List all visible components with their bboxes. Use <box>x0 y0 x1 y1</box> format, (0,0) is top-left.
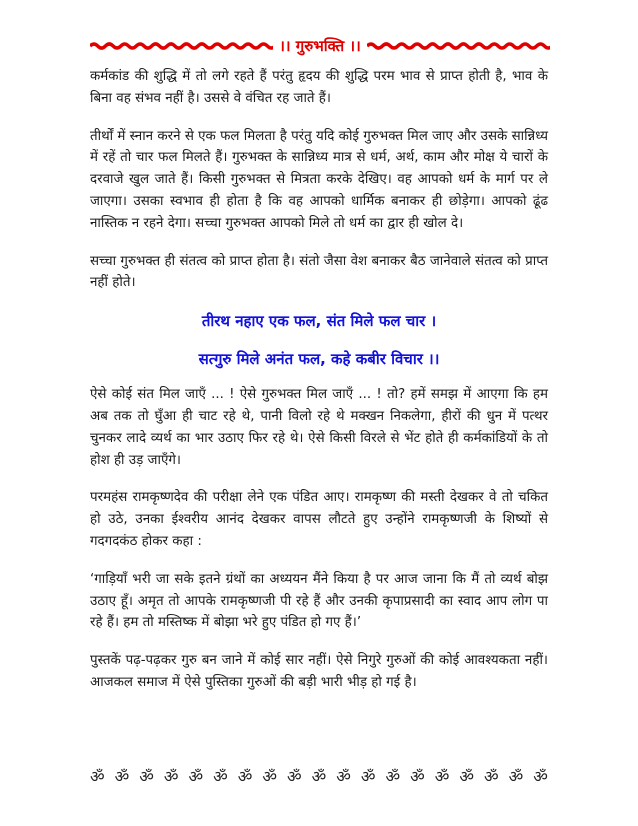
om-symbol: ॐ <box>434 767 450 786</box>
verse-line-1: तीरथ नहाए एक फल, संत मिले फल चार । <box>201 312 437 331</box>
om-symbol: ॐ <box>459 767 474 786</box>
om-symbol: ॐ <box>262 767 277 786</box>
om-symbol: ॐ <box>90 767 105 786</box>
paragraph: पुस्तकें पढ़-पढ़कर गुरु बन जाने में कोई सार नहीं। ऐसे निगुरे गुरुओं की कोई आवश्यकता नहीं। आजकल समाज में ऐसे पुस्तिका गुरुओं की बड़ी भारी भीड़ हो गई है। <box>90 653 548 690</box>
verse-line-2: सत्गुरु मिले अनंत फल, कहे कबीर विचार ।। <box>198 350 440 369</box>
om-symbol: ॐ <box>311 767 327 786</box>
body-content <box>90 66 548 710</box>
om-symbol: ॐ <box>213 767 228 786</box>
om-symbol-row <box>90 765 548 787</box>
left-wavy-rule <box>90 41 273 51</box>
om-symbol: ॐ <box>484 767 499 786</box>
om-symbol: ॐ <box>385 767 401 786</box>
paragraph: परमहंस रामकृष्णदेव की परीक्षा लेने एक पंडित आए। रामकृष्ण की मस्ती देखकर वे तो चकित हो उठे, उनका ईश्वरीय आनंद देखकर वापस लौटते हुए उन्होंने रामकृष्णजी के शिष्यों से गदगदकंठ होकर कहा : <box>90 490 548 549</box>
paragraph: सच्चा गुरुभक्त ही संतत्व को प्राप्त होता है। संतो जैसा वेश बनाकर बैठ जानेवाले संतत्व को प्राप्त नहीं होते। <box>90 253 548 291</box>
paragraph: ऐसे कोई संत मिल जाएँ ... ! ऐसे गुरुभक्त मिल जाएँ ... ! तो? हमें समझ में आएगा कि हम अब तक तो घुँआ ही चाट रहे थे, पानी विलो रहे थे मक्खन निकलेगा, हीरों की धुन में पत्थर चुनकर लादे व्यर्थ का भार उठाए फिर रहे थे। ऐसे किसी विरले से भेंट होते ही कर्मकांडियों के तो होश ही उड़ जाएँगे। <box>90 387 548 468</box>
om-symbol: ॐ <box>237 767 253 786</box>
om-symbol: ॐ <box>163 767 179 786</box>
page-title: ।। गुरुभक्ति ।। <box>279 37 361 55</box>
om-symbol: ॐ <box>508 767 524 786</box>
paragraph: कर्मकांड की शुद्धि में तो लगे रहते हैं परंतु हृदय की शुद्धि परम भाव से प्राप्त होती है, भाव के बिना वह संभव नहीं है। उससे वे वंचित रह जाते हैं। <box>90 69 548 106</box>
page-header <box>90 36 550 56</box>
om-symbol: ॐ <box>410 767 425 786</box>
om-symbol: ॐ <box>188 767 204 786</box>
om-symbol: ॐ <box>533 767 548 786</box>
right-wavy-rule <box>367 41 550 51</box>
quote-paragraph: ‘गाड़ियाँ भरी जा सके इतने ग्रंथों का अध्ययन मैंने किया है पर आज जाना कि मैं तो व्यर्थ बोझ उठाए हूँ। अमृत तो आपके रामकृष्णजी पी रहे हैं और उनकी कृपाप्रसादी का स्वाद आप लोग पा रहे हैं। हम तो मस्तिष्क में बोझा भरे हुए पंडित हो गए हैं।’ <box>90 571 548 631</box>
om-symbol: ॐ <box>139 767 154 786</box>
paragraph: तीर्थों में स्नान करने से एक फल मिलता है परंतु यदि कोई गुरुभक्त मिल जाए और उसके सान्निध्य में रहें तो चार फल मिलते हैं। गुरुभक्त के सान्निध्य मात्र से धर्म, अर्थ, काम और मोक्ष ये चारों के दरवाजे खुल जाते हैं। किसी गुरुभक्त से मित्रता करके देखिए। वह आपको धर्म के मार्ग पर ले जाएगा। उसका स्वभाव ही होता है कि वह आपको धार्मिक बनाकर ही छोड़ेगा। आपको ढूंढ नास्तिक न रहने देगा। सच्चा गुरुभक्त आपको मिले तो धर्म का द्वार ही खोल दे। <box>90 128 548 231</box>
om-symbol: ॐ <box>287 767 302 786</box>
om-symbol: ॐ <box>336 767 351 786</box>
om-symbol: ॐ <box>114 767 130 786</box>
om-symbol: ॐ <box>360 767 376 786</box>
